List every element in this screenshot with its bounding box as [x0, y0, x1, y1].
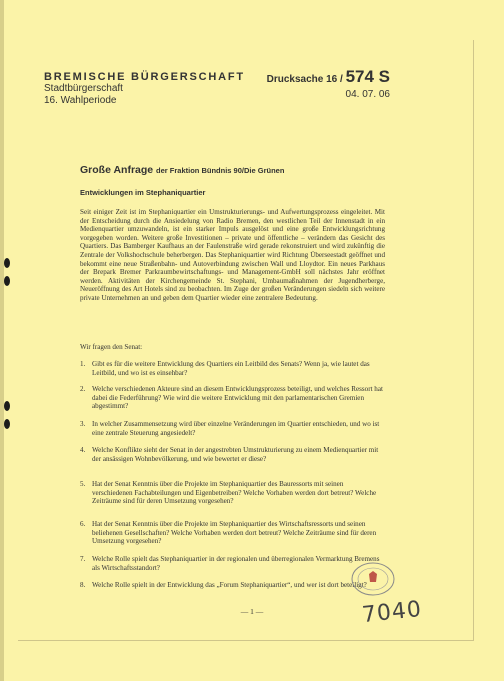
question-number: 8. — [80, 581, 86, 589]
document-title — [80, 164, 284, 176]
intro-paragraph: Seit einiger Zeit ist im Stephaniquartier ein Umstrukturierungs- und Aufwertungsprozess eingeleitet. Mit der Entscheidung durch die Ansiedelung von Radio Bremen, den westlichen Teil der Innenstadt in ein Medienquartier umzuwandeln, ist ein starker Impuls ausgelöst und eine große Entwicklungsrichtung vorgegeben worden. Weitere große Investitionen – private und öffentliche – verändern das Gesicht des Quartiers. Das Bamberger Kaufhaus an der Faulenstraße wird gerade rekonstruiert und wird zukünftig die Zentrale der Volkshochschule beherbergen. Das Stephaniquartier wird Richtung Überseestadt geöffnet und bekommt eine neue Straßenbahn- und Autoverbindung zwischen Wall und Lloydtor. Ein neues Parkhaus der Brepark Bremer Parkraumbewirtschaftungs- und Management-GmbH soll nächstes Jahr eröffnet werden. Aktivitäten der Kirchengemeinde St. Stephani, Umbaumaßnahmen der Jugendherberge, Neueröffnung des Art Hotels sind zu beobachten. Im Zuge der großen Veränderungen siedeln sich weitere private Unternehmen an und geben dem Quartier wieder eine zentralere Bedeutung. — [80, 208, 385, 302]
question-number: 4. — [80, 446, 86, 454]
question-text: Welche verschiedenen Akteure sind an diesem Entwicklungsprozess beteiligt, und welches Ressort hat dabei die Federführung? Wie wird die weitere Entwicklung mit den parlamentarischen Gremien abgestimmt? — [92, 385, 383, 411]
drucksache-number: 574 S — [345, 67, 390, 86]
question-number: 1. — [80, 360, 86, 368]
election-period: 16. Wahlperiode — [44, 95, 117, 106]
question-number: 7. — [80, 555, 86, 563]
punch-hole — [4, 258, 10, 268]
page-border — [18, 40, 474, 641]
punch-hole — [4, 419, 10, 429]
chamber-name: Stadtbürgerschaft — [44, 83, 123, 94]
question-number: 3. — [80, 420, 86, 428]
question-item — [80, 360, 385, 377]
question-item — [80, 420, 385, 437]
question-item — [80, 520, 385, 546]
document-date: 04. 07. 06 — [345, 89, 390, 100]
question-number: 2. — [80, 385, 86, 393]
page-edge — [0, 0, 4, 681]
title-main: Große Anfrage — [80, 164, 154, 176]
organization-name: BREMISCHE BÜRGERSCHAFT — [44, 71, 245, 83]
punch-hole — [4, 401, 10, 411]
title-suffix: der Fraktion Bündnis 90/Die Grünen — [156, 166, 285, 175]
question-lead: Wir fragen den Senat: — [80, 343, 143, 351]
question-text: Hat der Senat Kenntnis über die Projekte im Stephaniquartier des Wirtschaftsressorts und seinen beliehenen Gesellschaften? Welche Vorhaben werden dort betreut? Welche Zeiträume sind für deren Umsetzung vorgesehen? — [92, 520, 377, 546]
question-item — [80, 446, 385, 463]
question-number: 6. — [80, 520, 86, 528]
question-text: Welche Rolle spielt in der Entwicklung das „Forum Stephaniquartier“, und wer ist dort beteiligt? — [92, 581, 367, 589]
question-text: In welcher Zusammensetzung wird über einzelne Veränderungen im Quartier entschieden, und wo ist eine zentrale Steuerung angesiedelt? — [92, 420, 380, 437]
question-text: Welche Konflikte sieht der Senat in der angestrebten Umstrukturierung zu einem Medienquartier mit der ansässigen Wohnbevölkerung, und wie bewertet er diese? — [92, 446, 379, 463]
question-item — [80, 581, 385, 590]
drucksache-label: Drucksache 16 / — [266, 74, 346, 85]
question-item — [80, 555, 385, 572]
question-number: 5. — [80, 480, 86, 488]
punch-hole — [4, 276, 10, 286]
document-subtitle: Entwicklungen im Stephaniquartier — [80, 188, 206, 197]
drucksache-block — [267, 67, 390, 100]
archive-stamp-icon — [350, 560, 396, 598]
question-item — [80, 385, 385, 411]
question-item — [80, 480, 385, 506]
handwritten-number: 7040 — [360, 596, 424, 629]
question-text: Hat der Senat Kenntnis über die Projekte im Stephaniquartier des Bauressorts mit seinen verschiedenen Fachabteilungen und Eigenbetreiben? Welche Vorhaben werden dort betreut? Welche Zeiträume sind für deren Umsetzung vorgesehen? — [92, 480, 377, 506]
question-text: Welche Rolle spielt das Stephaniquartier in der regionalen und überregionalen Vermarktung Bremens als Wirtschaftsstandort? — [92, 555, 380, 572]
question-text: Gibt es für die weitere Entwicklung des Quartiers ein Leitbild des Senats? Wenn ja, wie lautet das Leitbild, und wo ist es einsehbar? — [92, 360, 370, 377]
page-number: — 1 — — [240, 607, 264, 616]
